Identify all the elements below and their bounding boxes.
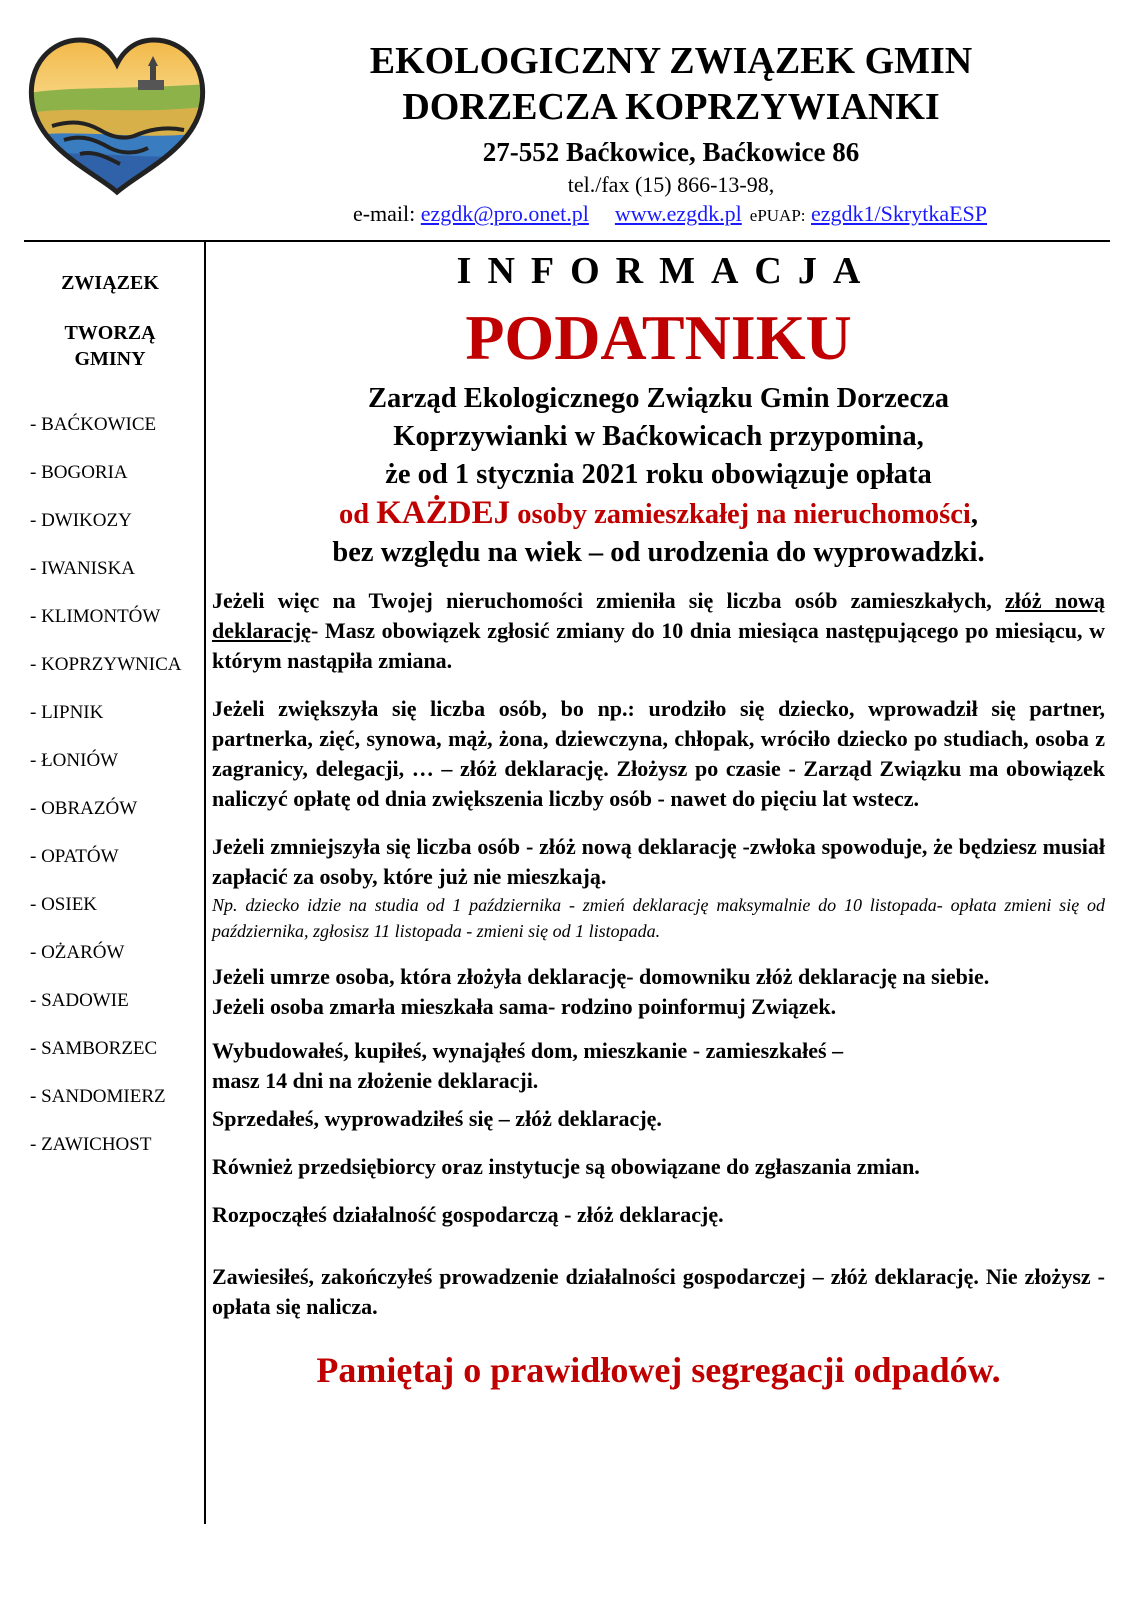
- intro-od: od: [339, 499, 377, 530]
- intro-line1: Zarząd Ekologicznego Związku Gmin Dorzecza: [367, 383, 950, 414]
- member-municipalities-sidebar: [18, 270, 202, 1155]
- municipality-item: - ZAWICHOST: [30, 1134, 152, 1155]
- p1-underlined: złóż nową deklarację: [212, 588, 1106, 643]
- org-name-line2: DORZECZA KOPRZYWIANKI: [402, 86, 940, 128]
- notice-body: [212, 248, 1105, 1392]
- municipality-item: - LIPNIK: [30, 702, 104, 723]
- municipality-item: - DWIKOZY: [30, 510, 132, 531]
- municipality-item: - KOPRZYWNICA: [30, 654, 182, 675]
- org-contact-line: [220, 200, 1120, 230]
- paragraph-change-residents: [212, 586, 1105, 676]
- sidebar-heading: ZWIĄZEK: [61, 272, 159, 294]
- municipality-list: [30, 401, 181, 1169]
- intro-text: [212, 380, 1105, 572]
- epuap-label: ePUAP:: [749, 206, 806, 225]
- p1-start: Jeżeli więc na Twojej nieruchomości zmieniła się liczba osób zamieszkałych,: [212, 588, 1006, 613]
- municipality-item: - IWANISKA: [30, 558, 136, 579]
- paragraph-decrease-note: Np. dziecko idzie na studia od 1 października - zmień deklarację maksymalnie do 10 listopada- opłata zmieni się od października, zgłosisz 11 listopada - zmieni się od 1 listopada.: [212, 895, 1105, 941]
- paragraph-death-alone: Jeżeli osoba zmarła mieszkała sama- rodzino poinformuj Związek.: [212, 994, 837, 1019]
- website-link[interactable]: www.ezgdk.pl: [614, 201, 742, 226]
- municipality-item: - OBRAZÓW: [30, 798, 138, 819]
- intro-line5: bez względu na wiek – od urodzenia do wyprowadzki.: [332, 537, 985, 568]
- municipality-item: - SADOWIE: [30, 990, 129, 1011]
- municipality-item: - OŻARÓW: [30, 942, 125, 963]
- paragraph-sold: Sprzedałeś, wyprowadziłeś się – złóż deklarację.: [212, 1106, 662, 1131]
- paragraph-death: Jeżeli umrze osoba, która złożyła deklarację- domowniku złóż deklarację na siebie.: [212, 964, 990, 989]
- paragraph-businesses: Również przedsiębiorcy oraz instytucje są obowiązane do zgłaszania zmian.: [212, 1154, 920, 1179]
- organization-name: [250, 38, 1092, 130]
- p1-end: - Masz obowiązek zgłosić zmiany do 10 dnia miesiąca następującego po miesiącu, w którym nastąpiła zmiana.: [212, 618, 1105, 673]
- municipality-item: - KLIMONTÓW: [30, 606, 161, 627]
- intro-line3: że od 1 stycznia 2021 roku obowiązuje opłata: [385, 459, 932, 490]
- paragraph-business-start: Rozpocząłeś działalność gospodarczą - złóż deklarację.: [212, 1202, 724, 1227]
- notice-title: PODATNIKU: [465, 302, 852, 373]
- municipality-item: - SANDOMIERZ: [30, 1086, 166, 1107]
- municipality-item: - BAĆKOWICE: [30, 414, 157, 435]
- paragraph-decrease: Jeżeli zmniejszyła się liczba osób - złóż nową deklarację -zwłoka spowoduje, że będziesz musiał zapłacić za osoby, które już nie mieszkają.: [212, 834, 1105, 889]
- header-divider: [24, 240, 1110, 242]
- paragraph-moved-in: [212, 1036, 1105, 1096]
- p5-line2: masz 14 dni na złożenie deklaracji.: [212, 1068, 539, 1093]
- closing-reminder: Pamiętaj o prawidłowej segregacji odpadów.: [316, 1350, 1001, 1390]
- intro-comma: ,: [970, 499, 978, 530]
- paragraph-increase: Jeżeli zwiększyła się liczba osób, bo np.: urodziło się dziecko, wprowadził się partner, partnerka, zięć, synowa, mąż, żona, dziewczyna, chłopak, wróciło dziecko po studiach, osoba z zagranicy, delegacji, … – złóż deklarację. Złożysz po czasie - Zarząd Związku ma obowiązek naliczyć opłatę od dnia zwiększenia liczby osób - nawet do pięciu lat wstecz.: [212, 696, 1105, 811]
- org-name-line1: EKOLOGICZNY ZWIĄZEK GMIN: [369, 40, 973, 82]
- municipality-item: - SAMBORZEC: [30, 1038, 158, 1059]
- email-label: e-mail:: [352, 201, 421, 226]
- epuap-link[interactable]: ezgdk1/SkrytkaESP: [811, 201, 988, 226]
- notice-heading: INFORMACJA: [456, 250, 877, 292]
- email-link[interactable]: ezgdk@pro.onet.pl: [420, 201, 589, 226]
- heart-handshake-logo: [24, 30, 210, 200]
- intro-line2: Koprzywianki w Baćkowicach przypomina,: [393, 421, 924, 452]
- municipality-item: - OSIEK: [30, 894, 98, 915]
- municipality-item: - BOGORIA: [30, 462, 128, 483]
- sidebar-subheading: [18, 320, 202, 372]
- org-phone: tel./fax (15) 866-13-98,: [567, 172, 775, 197]
- municipality-item: - ŁONIÓW: [30, 750, 119, 771]
- sidebar-subheading-line1: TWORZĄ: [64, 322, 156, 344]
- intro-kazdej: KAŻDEJ: [376, 495, 511, 531]
- sidebar-subheading-line2: GMINY: [74, 348, 146, 370]
- p5-line1: Wybudowałeś, kupiłeś, wynająłeś dom, mieszkanie - zamieszkałeś –: [212, 1038, 844, 1063]
- sidebar-divider: [204, 242, 206, 1524]
- municipality-item: - OPATÓW: [30, 846, 119, 867]
- intro-osoby: osoby zamieszkałej na nieruchomości: [510, 499, 971, 530]
- org-address: 27-552 Baćkowice, Baćkowice 86: [482, 137, 860, 167]
- paragraph-business-end: Zawiesiłeś, zakończyłeś prowadzenie działalności gospodarczej – złóż deklarację. Nie złożysz - opłata się nalicza.: [212, 1264, 1105, 1319]
